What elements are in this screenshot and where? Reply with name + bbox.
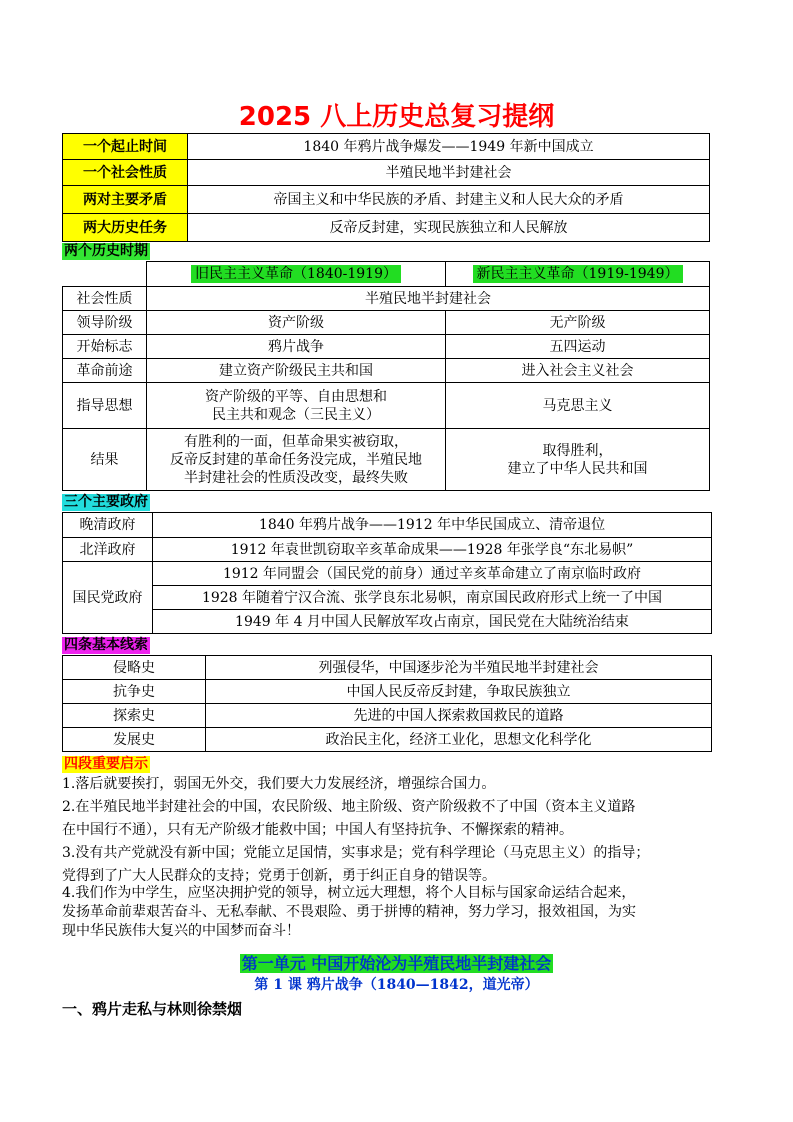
new-value: 无产阶级: [446, 311, 710, 335]
unit-title-wrap: [0, 951, 793, 974]
clue-row: [63, 704, 712, 728]
inspiration-3-line-1: 3.没有共产党就没有新中国；党能立足国情，实事求是；党有科学理论（马克思主义）的指导；: [62, 845, 650, 861]
clue-row: [63, 728, 712, 752]
corner-cell: [63, 262, 147, 287]
row-value: 反帝反封建，实现民族独立和人民解放: [188, 214, 710, 242]
clue-row: [63, 656, 712, 680]
row-value: 半殖民地半封建社会: [188, 160, 710, 186]
clue-row: [63, 680, 712, 704]
row-value: 1949 年 4 月中国人民解放军攻占南京，国民党在大陆统治结束: [153, 610, 712, 634]
section-title: 一、鸦片走私与林则徐禁烟: [62, 1000, 243, 1018]
governments-heading: 三个主要政府: [64, 494, 148, 510]
inspiration-4-line-3: 现中华民族伟大复兴的中国梦而奋斗！: [62, 923, 300, 939]
government-row: [63, 586, 712, 610]
lesson-title: 第 1 课 鸦片战争（1840—1842，道光帝）: [254, 977, 539, 993]
row-label: 两大历史任务: [63, 214, 188, 242]
overview-row: [63, 134, 710, 160]
government-row: [63, 562, 712, 586]
overview-table: [62, 133, 710, 242]
row-label: 两对主要矛盾: [63, 186, 188, 214]
period-row: [63, 359, 710, 383]
row-value: 1840 年鸦片战争爆发——1949 年新中国成立: [188, 134, 710, 160]
inspiration-2-line-2: 在中国行不通），只有无产阶级才能救中国；中国人有坚持抗争、不懈探索的精神。: [62, 822, 573, 838]
row-label: 结果: [63, 429, 147, 491]
row-label: 抗争史: [63, 680, 206, 704]
period-row: [63, 383, 710, 429]
row-label: 开始标志: [63, 335, 147, 359]
old-value: [147, 429, 446, 491]
row-label: 革命前途: [63, 359, 147, 383]
text-line: 建立了中华人民共和国: [507, 460, 648, 477]
unit-title: 第一单元 中国开始沦为半殖民地半封建社会: [241, 954, 552, 973]
row-label: 北洋政府: [63, 538, 153, 562]
inspiration-3-line-2: 党得到了广大人民群众的支持；党勇于创新，勇于纠正自身的错误等。: [62, 868, 496, 884]
row-value: 列强侵华，中国逐步沦为半殖民地半封建社会: [206, 656, 712, 680]
clues-heading: 四条基本线索: [64, 637, 148, 653]
row-value: 1840 年鸦片战争——1912 年中华民国成立、清帝退位: [153, 513, 712, 538]
overview-row: [63, 186, 710, 214]
clues-table: [62, 655, 712, 752]
new-value: 马克思主义: [446, 383, 710, 429]
period-row: [63, 287, 710, 311]
old-value: 建立资产阶级民主共和国: [147, 359, 446, 383]
row-value: 半殖民地半封建社会: [147, 287, 710, 311]
page-title: 2025 八上历史总复习提纲: [238, 102, 555, 132]
row-value: 政治民主化，经济工业化，思想文化科学化: [206, 728, 712, 752]
governments-table: [62, 512, 712, 634]
row-label: 社会性质: [63, 287, 147, 311]
periods-table: [62, 261, 710, 491]
new-value: 五四运动: [446, 335, 710, 359]
row-label: 指导思想: [63, 383, 147, 429]
period-row: [63, 335, 710, 359]
new-value: [446, 429, 710, 491]
row-value: 中国人民反帝反封建，争取民族独立: [206, 680, 712, 704]
row-label: 一个起止时间: [63, 134, 188, 160]
row-label: 领导阶级: [63, 311, 147, 335]
row-label: 一个社会性质: [63, 160, 188, 186]
text-line: 资产阶级的平等、自由思想和: [205, 388, 387, 405]
periods-header-row: [63, 262, 710, 287]
government-row: [63, 610, 712, 634]
text-line: 有胜利的一面，但革命果实被窃取，: [184, 433, 408, 450]
inspiration-2-line-1: 2.在半殖民地半封建社会的中国，农民阶级、地主阶级、资产阶级救不了中国（资本主义道路: [62, 799, 636, 815]
period-row: [63, 311, 710, 335]
row-value: 帝国主义和中华民族的矛盾、封建主义和人民大众的矛盾: [188, 186, 710, 214]
row-label: 国民党政府: [63, 562, 153, 634]
government-row: [63, 538, 712, 562]
government-row: [63, 513, 712, 538]
text-line: 民主共和观念（三民主义）: [212, 406, 380, 423]
period-old-label: 旧民主主义革命（1840-1919）: [191, 265, 401, 283]
row-label: 探索史: [63, 704, 206, 728]
old-value: [147, 383, 446, 429]
inspiration-1: 1.落后就要挨打，弱国无外交，我们要大力发展经济，增强综合国力。: [62, 776, 496, 792]
row-value: 1928 年随着宁汉合流、张学良东北易帜，南京国民政府形式上统一了中国: [153, 586, 712, 610]
periods-heading: 两个历史时期: [64, 243, 148, 259]
row-value: 先进的中国人探索救国救民的道路: [206, 704, 712, 728]
inspirations-heading: 四段重要启示: [64, 756, 148, 772]
row-label: 晚清政府: [63, 513, 153, 538]
overview-row: [63, 160, 710, 186]
new-value: 进入社会主义社会: [446, 359, 710, 383]
text-line: 反帝反封建的革命任务没完成，半殖民地: [170, 451, 422, 468]
old-value: 鸦片战争: [147, 335, 446, 359]
period-new-label: 新民主主义革命（1919-1949）: [473, 265, 683, 283]
row-value: 1912 年同盟会（国民党的前身）通过辛亥革命建立了南京临时政府: [153, 562, 712, 586]
period-row: [63, 429, 710, 491]
inspiration-4-line-2: 发扬革命前辈艰苦奋斗、无私奉献、不畏艰险、勇于拼博的精神，努力学习，报效祖国，为实: [62, 904, 636, 920]
inspiration-4-line-1: 4.我们作为中学生，应坚决拥护党的领导，树立远大理想，将个人目标与国家命运结合起来，: [62, 885, 636, 901]
old-value: 资产阶级: [147, 311, 446, 335]
row-value: 1912 年袁世凯窃取辛亥革命成果——1928 年张学良“东北易帜”: [153, 538, 712, 562]
overview-row: [63, 214, 710, 242]
row-label: 侵略史: [63, 656, 206, 680]
text-line: 取得胜利，: [542, 442, 613, 459]
row-label: 发展史: [63, 728, 206, 752]
period-old-header: [147, 262, 446, 287]
period-new-header: [446, 262, 710, 287]
text-line: 半封建社会的性质没改变，最终失败: [184, 469, 408, 486]
